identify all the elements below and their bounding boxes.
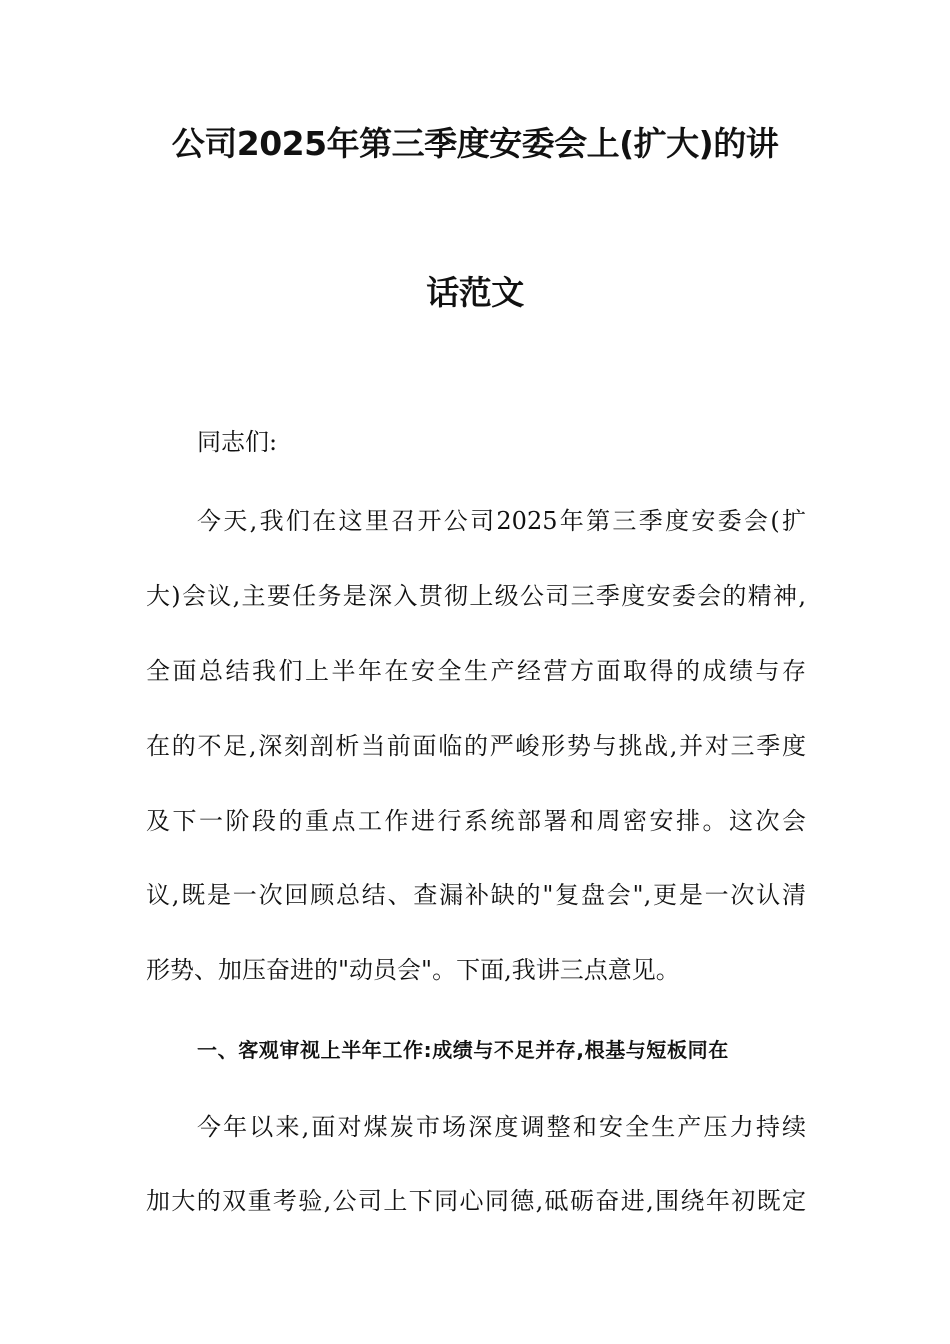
section-1-heading: 一、客观审视上半年工作:成绩与不足并存,根基与短板同在 (197, 1038, 729, 1062)
paragraph-2-line: 加大的双重考验,公司上下同心同德,砥砺奋进,围绕年初既定 (146, 1187, 806, 1215)
paragraph-1-line: 及下一阶段的重点工作进行系统部署和周密安排。这次会 (146, 807, 806, 835)
paragraph-1-line: 形势、加压奋进的"动员会"。下面,我讲三点意见。 (146, 956, 680, 984)
paragraph-1-line: 今天,我们在这里召开公司2025年第三季度安委会(扩 (197, 507, 806, 535)
document-title-line-1: 公司2025年第三季度安委会上(扩大)的讲 (171, 124, 779, 163)
document-title-line-2: 话范文 (426, 273, 524, 312)
paragraph-1-line: 在的不足,深刻剖析当前面临的严峻形势与挑战,并对三季度 (146, 732, 806, 760)
paragraph-2-line: 今年以来,面对煤炭市场深度调整和安全生产压力持续 (197, 1113, 806, 1141)
paragraph-1-line: 全面总结我们上半年在安全生产经营方面取得的成绩与存 (146, 657, 806, 685)
salutation: 同志们: (197, 428, 278, 456)
paragraph-1-line: 大)会议,主要任务是深入贯彻上级公司三季度安委会的精神, (146, 582, 806, 610)
paragraph-1-line: 议,既是一次回顾总结、查漏补缺的"复盘会",更是一次认清 (146, 881, 806, 909)
